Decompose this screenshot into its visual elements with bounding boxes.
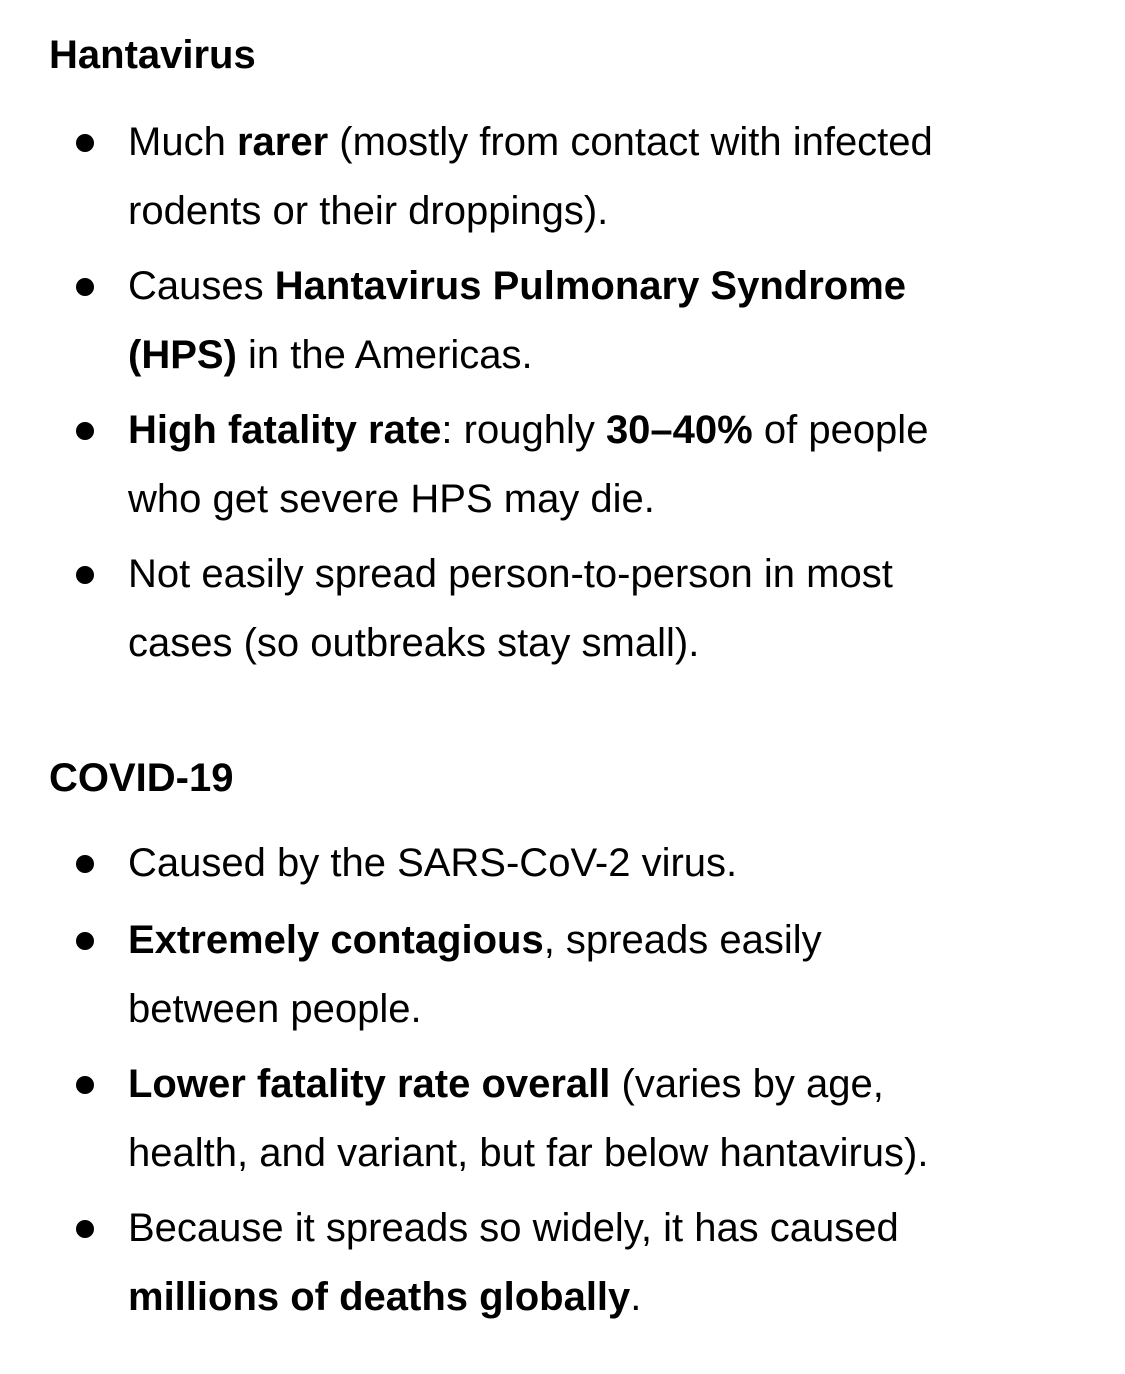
bold-text: Hantavirus Pulmonary Syndrome	[274, 264, 907, 308]
text-run: of people	[752, 408, 929, 452]
bold-text: Lower fatality rate overall	[128, 1062, 611, 1106]
section-heading-covid-19: COVID-19	[49, 756, 234, 800]
text-line	[128, 396, 1103, 465]
bold-text: rarer	[236, 120, 329, 164]
text-run: Not easily spread person-to-person in most	[128, 552, 893, 596]
text-line	[128, 540, 1103, 609]
section-heading-hantavirus: Hantavirus	[49, 33, 256, 77]
bullet-text	[128, 252, 1103, 390]
text-run: in the Americas.	[236, 333, 533, 377]
bold-text: millions of deaths globally	[128, 1275, 631, 1319]
text-line	[128, 1194, 1103, 1263]
bullet-text	[128, 1050, 1103, 1188]
bullet-text	[128, 829, 1103, 898]
bullet-text	[128, 396, 1103, 534]
text-run: Much	[128, 120, 237, 164]
text-line	[128, 465, 1103, 534]
text-line	[128, 1263, 1103, 1332]
bullet-dot	[76, 134, 94, 152]
text-line	[128, 1050, 1103, 1119]
bold-text: Extremely contagious	[128, 918, 544, 962]
bullet-dot	[76, 566, 94, 584]
text-line	[128, 321, 1103, 390]
text-line	[128, 252, 1103, 321]
text-run: Caused by the SARS-CoV-2 virus.	[128, 841, 738, 885]
bullet-text	[128, 108, 1103, 246]
text-run: Causes	[128, 264, 275, 308]
bullet-text	[128, 906, 1103, 1044]
text-run: (varies by age,	[610, 1062, 884, 1106]
text-run: .	[630, 1275, 642, 1319]
text-run: between people.	[128, 987, 422, 1031]
text-run: (mostly from contact with infected	[328, 120, 933, 164]
bullet-dot	[76, 422, 94, 440]
bold-text: (HPS)	[128, 333, 237, 377]
text-run: cases (so outbreaks stay small).	[128, 621, 700, 665]
text-line	[128, 1119, 1103, 1188]
bold-text: High fatality rate	[128, 408, 442, 452]
text-line	[128, 975, 1103, 1044]
bold-text: 30–40%	[605, 408, 753, 452]
text-run: Because it spreads so widely, it has caused	[128, 1206, 899, 1250]
bullet-dot	[76, 278, 94, 296]
text-line	[128, 906, 1103, 975]
bullet-dot	[76, 855, 94, 873]
text-line	[128, 108, 1103, 177]
text-run: rodents or their droppings).	[128, 189, 609, 233]
text-run: who get severe HPS may die.	[128, 477, 655, 521]
bullet-text	[128, 540, 1103, 678]
bullet-dot	[76, 1076, 94, 1094]
text-run: : roughly	[441, 408, 606, 452]
text-line	[128, 609, 1103, 678]
bullet-dot	[76, 932, 94, 950]
bullet-text	[128, 1194, 1103, 1332]
text-run: health, and variant, but far below hantavirus).	[128, 1131, 929, 1175]
bullet-dot	[76, 1220, 94, 1238]
text-line	[128, 829, 1103, 898]
text-line	[128, 177, 1103, 246]
text-run: , spreads easily	[543, 918, 822, 962]
